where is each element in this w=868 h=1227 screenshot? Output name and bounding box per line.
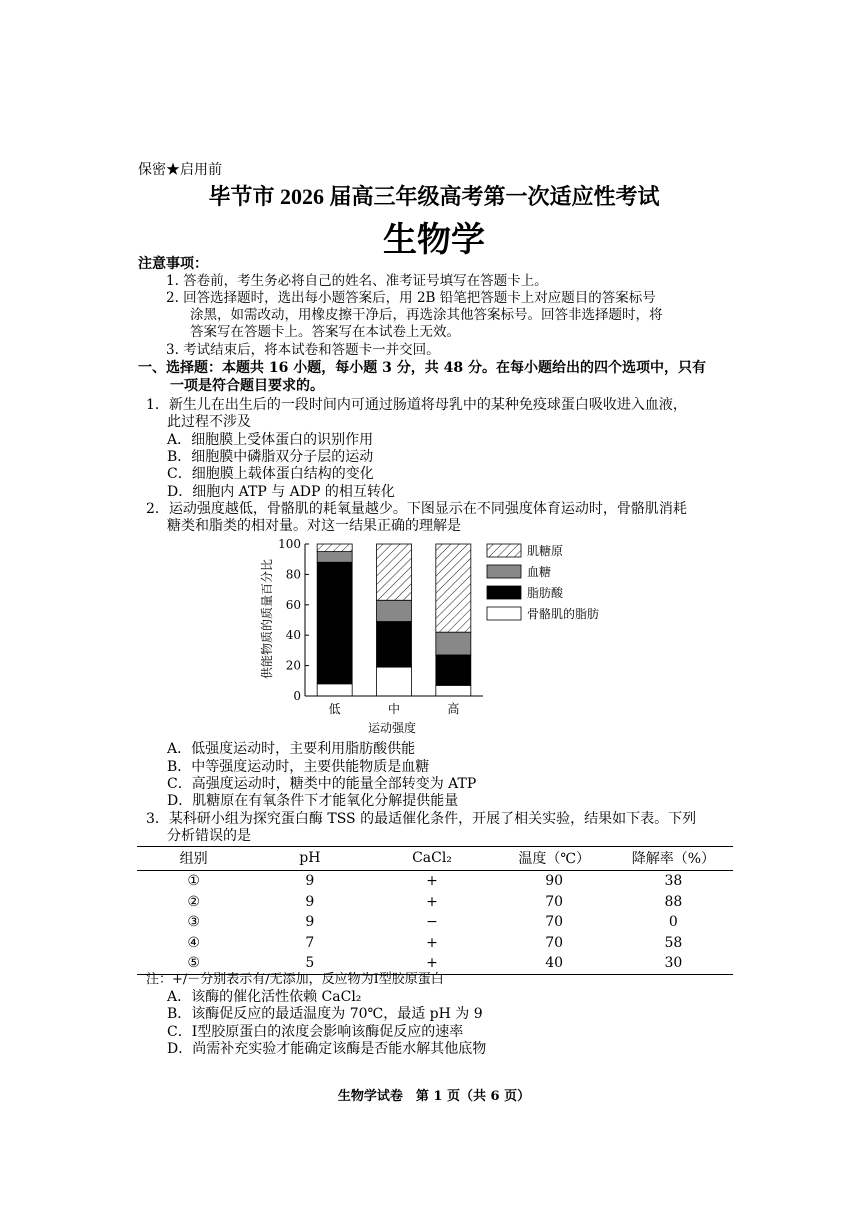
- question-1-option-b: B．细胞膜中磷脂双分子层的运动: [167, 449, 374, 465]
- table-cell: 70: [545, 914, 564, 931]
- question-1-stem: 1．新生儿在出生后的一段时间内可通过肠道将母乳中的某种免疫球蛋白吸收进入血液，: [146, 397, 687, 413]
- legend-swatch: [487, 607, 521, 620]
- y-tick-label: 80: [285, 567, 301, 582]
- question-2-option-d: D．肌糖原在有氧条件下才能氧化分解提供能量: [167, 793, 459, 809]
- bar-segment: [317, 562, 352, 684]
- table-cell: ②: [187, 893, 200, 910]
- table-cell: ④: [187, 934, 200, 951]
- bar-segment: [317, 544, 352, 552]
- question-3-option-c: C．Ⅰ型胶原蛋白的浓度会影响该酶促反应的速率: [167, 1024, 464, 1040]
- table-note: 注：+/－分别表示有/无添加，反应物为Ⅰ型胶原蛋白: [146, 972, 444, 987]
- table-cell: ③: [187, 914, 200, 931]
- experiment-table: [137, 846, 733, 975]
- bar-segment: [436, 544, 471, 632]
- question-3-option-b: B．该酶促反应的最适温度为 70℃，最适 pH 为 9: [167, 1006, 483, 1022]
- table-header: pH: [250, 847, 369, 871]
- bar-segment: [377, 667, 412, 696]
- legend-swatch: [487, 544, 521, 557]
- section-heading: 一、选择题：本题共 16 小题，每小题 3 分，共 48 分。在每小题给出的四个选项中，只有: [138, 360, 706, 376]
- note-item: 答案写在答题卡上。答案写在本试卷上无效。: [190, 324, 460, 340]
- table-row: [137, 871, 733, 892]
- y-tick-label: 40: [285, 628, 301, 643]
- table-row: [137, 912, 733, 933]
- note-item: 1. 答卷前，考生务必将自己的姓名、准考证号填写在答题卡上。: [166, 273, 548, 289]
- bar-segment: [317, 552, 352, 563]
- legend-label: 血糖: [527, 565, 552, 579]
- bar-segment: [317, 684, 352, 696]
- legend-label: 脂肪酸: [527, 586, 564, 600]
- table-header-row: [137, 847, 733, 871]
- table-row: [137, 933, 733, 954]
- y-tick-label: 60: [285, 597, 301, 612]
- confidential-label: 保密★启用前: [138, 162, 222, 178]
- question-2-option-c: C．高强度运动时，糖类中的能量全部转变为 ATP: [167, 776, 477, 792]
- question-2-stem: 2．运动强度越低，骨骼肌的耗氧量越少。下图显示在不同强度体育运动时，骨骼肌消耗: [146, 501, 687, 517]
- question-2-stem-cont: 糖类和脂类的相对量。对这一结果正确的理解是: [167, 518, 461, 534]
- table-cell: +: [426, 873, 438, 890]
- table-cell: 7: [305, 934, 315, 951]
- table-cell: +: [426, 893, 438, 910]
- table-cell: 40: [495, 953, 614, 974]
- table-cell: 88: [664, 893, 683, 910]
- legend-label: 骨骼肌的脂肪: [527, 607, 600, 621]
- question-3-option-a: A．该酶的催化活性依赖 CaCl₂: [167, 989, 362, 1005]
- table-cell: 90: [545, 873, 564, 890]
- table-cell: 9: [305, 893, 315, 910]
- question-1-stem-cont: 此过程不涉及: [167, 414, 251, 430]
- table-cell: 70: [545, 893, 564, 910]
- table-header: 组别: [137, 847, 250, 871]
- table-cell: 9: [305, 873, 315, 890]
- legend-swatch: [487, 586, 521, 599]
- y-tick-label: 100: [278, 537, 301, 551]
- legend-label: 肌糖原: [527, 544, 564, 558]
- table-header: CaCl₂: [369, 847, 494, 871]
- exam-title: 毕节市 2026 届高三年级高考第一次适应性考试: [208, 184, 660, 209]
- question-3-stem-cont: 分析错误的是: [167, 828, 251, 844]
- table-cell: 70: [545, 934, 564, 951]
- bar-segment: [436, 685, 471, 696]
- bar-segment: [436, 632, 471, 655]
- question-1-option-a: A．细胞膜上受体蛋白的识别作用: [167, 432, 374, 448]
- bar-segment: [377, 544, 412, 600]
- bar-segment: [436, 655, 471, 685]
- x-tick-label: 低: [328, 702, 341, 716]
- bar-segment: [377, 622, 412, 668]
- question-3-option-d: D．尚需补充实验才能确定该酶是否能水解其他底物: [167, 1041, 487, 1057]
- table-header: 降解率（%）: [614, 847, 733, 871]
- question-1-option-d: D．细胞内 ATP 与 ADP 的相互转化: [167, 484, 395, 500]
- y-axis-label: 供能物质的质量百分比: [260, 558, 274, 680]
- question-1-option-c: C．细胞膜上载体蛋白结构的变化: [167, 466, 374, 482]
- table-cell: +: [426, 934, 438, 951]
- table-cell: ①: [187, 873, 200, 890]
- note-item: 涂黑，如需改动，用橡皮擦干净后，再选涂其他答案标号。回答非选择题时，将: [190, 307, 663, 323]
- y-tick-label: 20: [285, 658, 301, 673]
- y-tick-label: 0: [293, 689, 301, 703]
- table-cell: 9: [305, 914, 315, 931]
- note-item: 3. 考试结束后，将本试卷和答题卡一并交回。: [166, 342, 440, 358]
- x-axis-label: 运动强度: [367, 721, 417, 735]
- legend-swatch: [487, 565, 521, 578]
- table-cell: −: [426, 914, 438, 931]
- notes-heading: 注意事项：: [138, 256, 208, 272]
- subject-title: 生物学: [383, 222, 485, 259]
- table-cell: 38: [664, 873, 683, 890]
- note-item: 2. 回答选择题时，选出每小题答案后，用 2B 铅笔把答题卡上对应题目的答案标号: [166, 290, 656, 306]
- section-heading-cont: 一项是符合题目要求的。: [170, 378, 324, 394]
- table-cell: 30: [614, 953, 733, 974]
- x-tick-label: 高: [447, 702, 460, 716]
- x-tick-label: 中: [387, 702, 401, 716]
- question-2-option-a: A．低强度运动时，主要利用脂肪酸供能: [167, 741, 416, 757]
- table-cell: 5: [250, 953, 369, 974]
- table-header: 温度（℃）: [495, 847, 614, 871]
- energy-source-stacked-bar-chart: [255, 536, 625, 741]
- table-cell: ⑤: [137, 953, 250, 974]
- question-2-option-b: B．中等强度运动时，主要供能物质是血糖: [167, 759, 430, 775]
- table-row: [137, 892, 733, 913]
- table-cell: 58: [664, 934, 683, 951]
- table-cell: 0: [668, 914, 678, 931]
- bar-segment: [377, 600, 412, 621]
- table-cell: +: [369, 953, 494, 974]
- page-footer: 生物学试卷 第 1 页（共 6 页）: [337, 1089, 531, 1104]
- question-3-stem: 3．某科研小组为探究蛋白酶 TSS 的最适催化条件，开展了相关实验，结果如下表。下列: [146, 811, 697, 827]
